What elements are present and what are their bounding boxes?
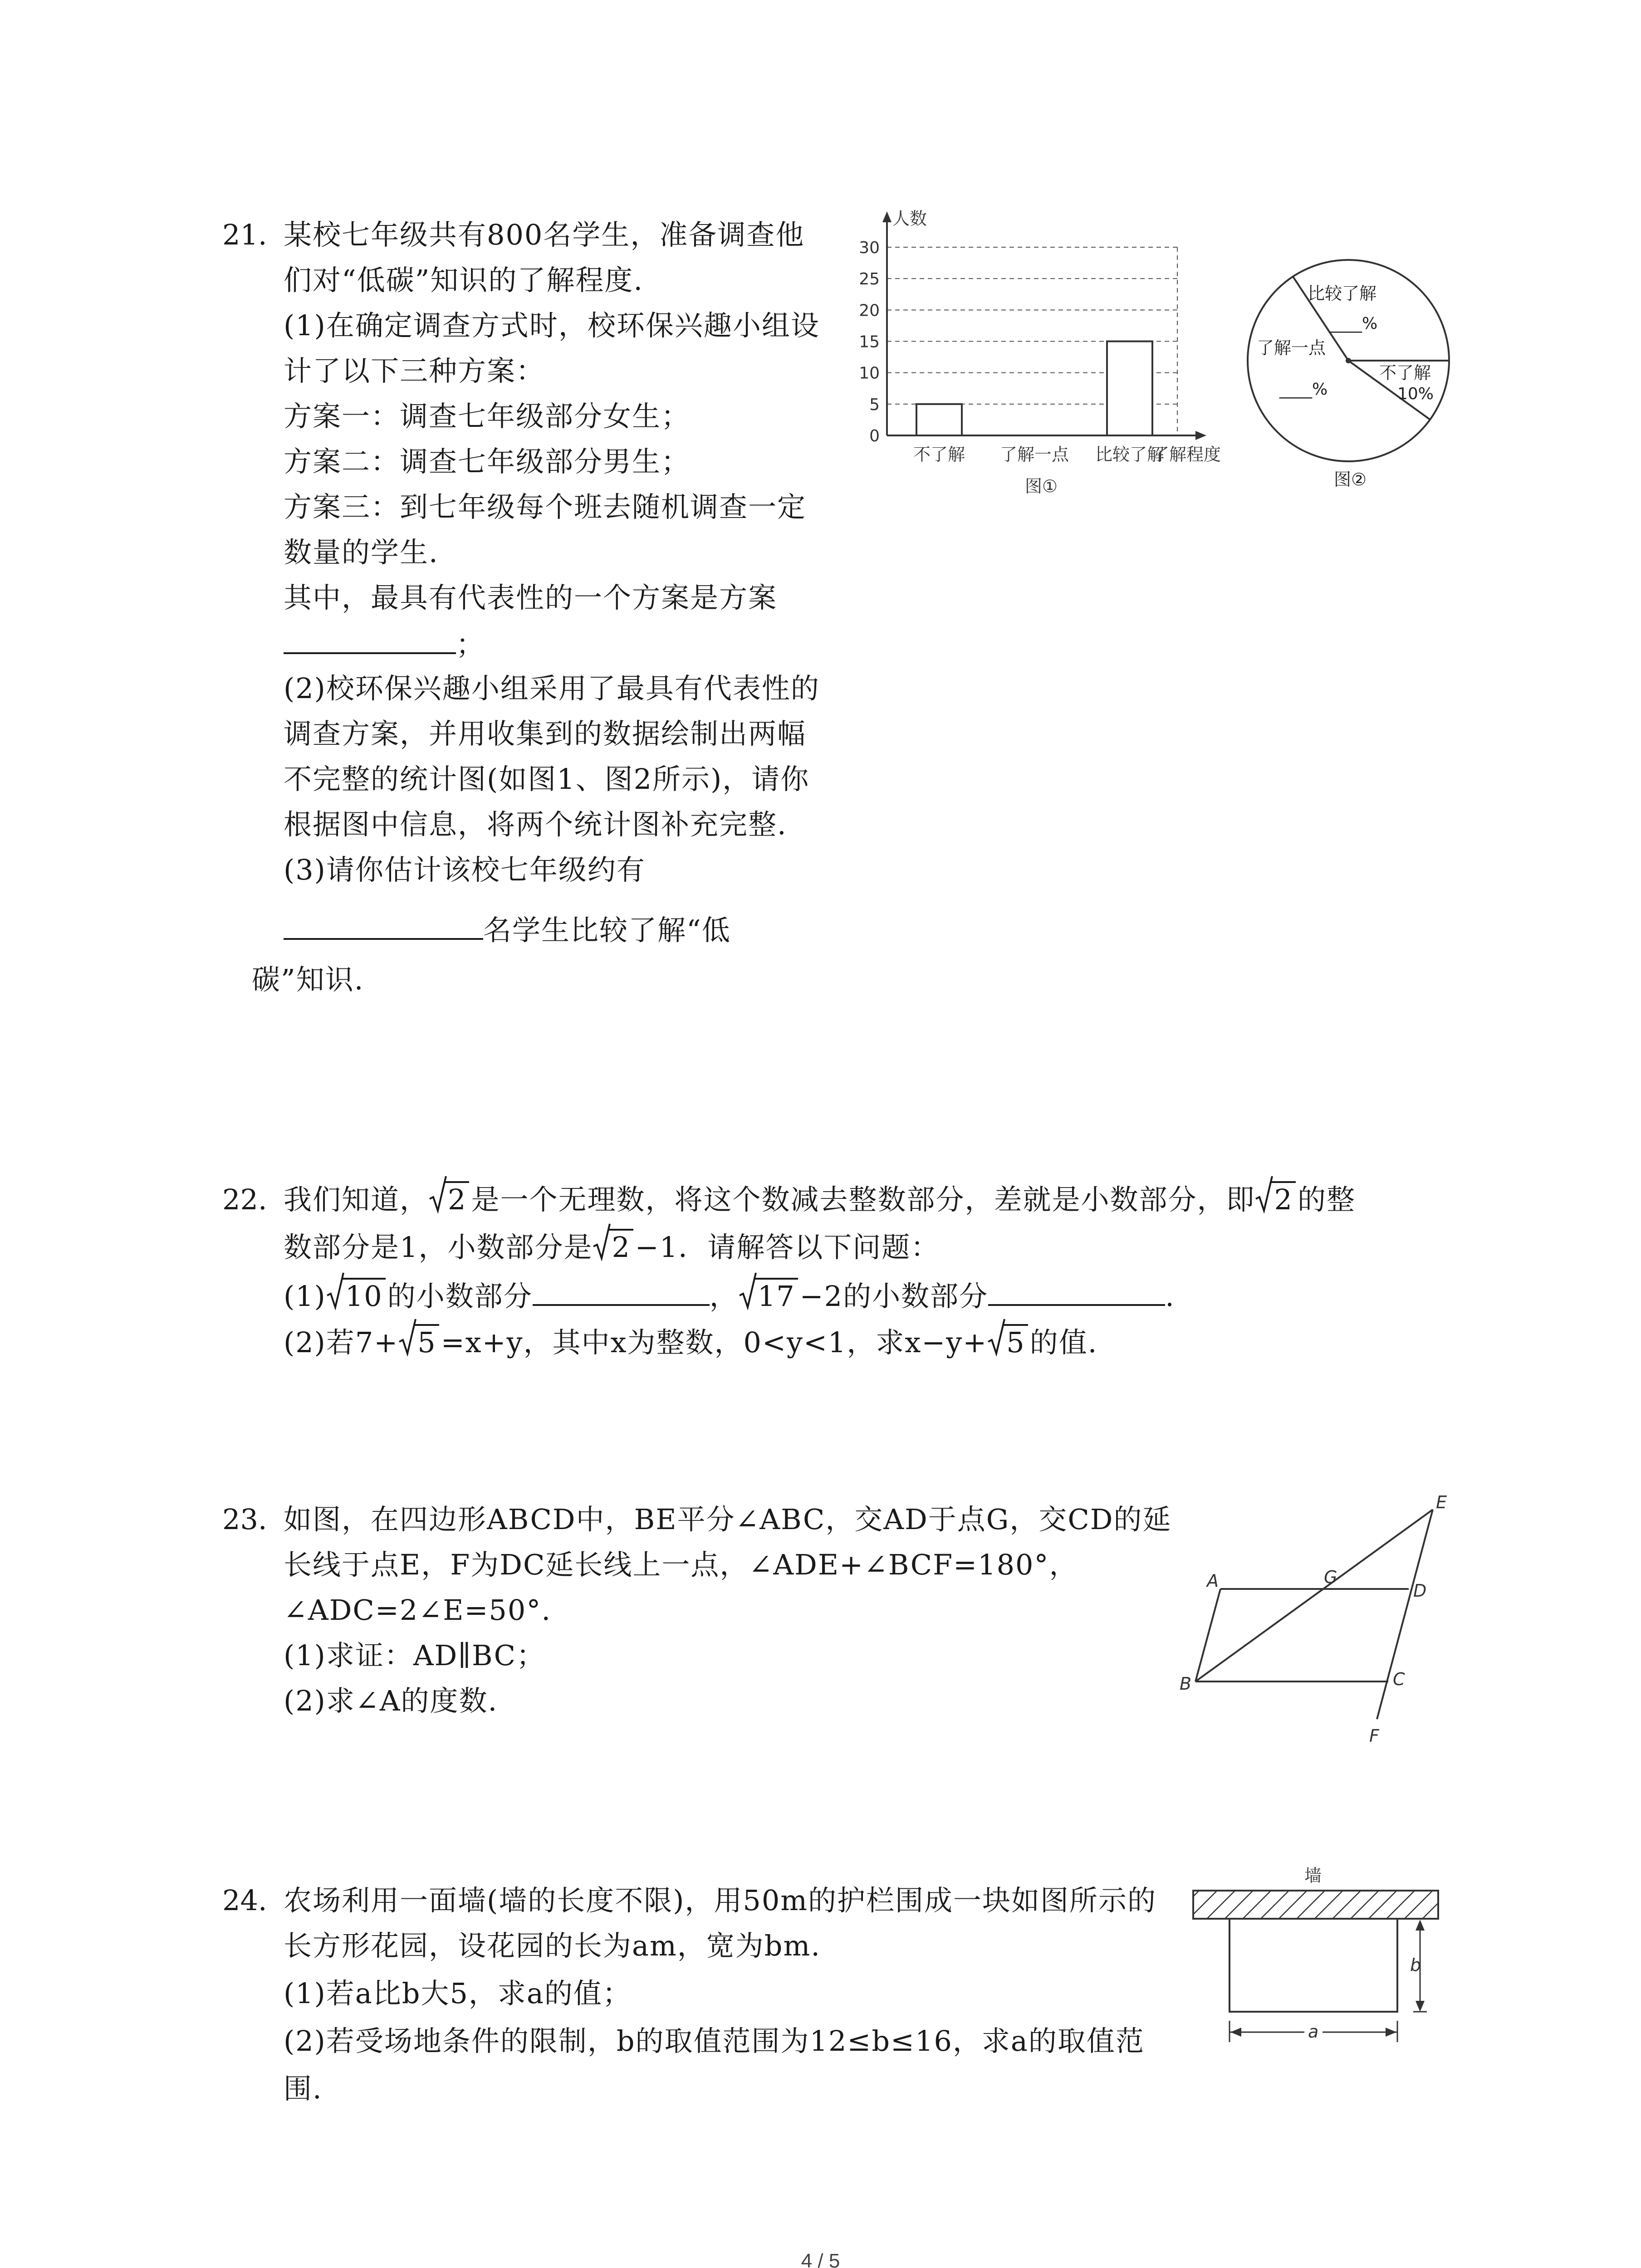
- pie-percent: ____%: [1329, 314, 1378, 333]
- radicand: 10: [343, 1278, 386, 1313]
- y-axis-arrow-icon: [882, 211, 892, 222]
- point-label-e: E: [1436, 1492, 1447, 1512]
- a-label: a: [1308, 2022, 1319, 2042]
- q21-line: 数量的学生.: [284, 536, 439, 569]
- q21-line: ；: [456, 628, 485, 661]
- q21-line: 们对“低碳”知识的了解程度.: [284, 264, 644, 297]
- radicand: 2: [609, 1229, 633, 1264]
- sqrt-expression: [593, 1225, 633, 1270]
- sqrt-expression: [1255, 1177, 1295, 1222]
- q21-line: 其中，最具有代表性的一个方案是方案: [284, 581, 778, 614]
- q22-text: 我们知道，: [284, 1183, 429, 1216]
- q22-line-4: [284, 1320, 1097, 1365]
- q23-line: 长线于点E，F为DC延长线上一点，∠ADE+∠BCF=180°，: [284, 1548, 1078, 1581]
- radicand: 5: [415, 1324, 439, 1359]
- q21-number: 21.: [222, 218, 267, 251]
- wall-label: 墙: [1304, 1866, 1322, 1886]
- pie-label: 了解一点: [1257, 338, 1326, 358]
- q22-text: 是一个无理数，将这个数减去整数部分，差就是小数部分，即: [471, 1183, 1255, 1216]
- q23-line: (1)求证：AD∥BC；: [284, 1639, 546, 1672]
- q21-line: (3)请你估计该校七年级约有: [284, 853, 646, 886]
- point-label-g: G: [1324, 1567, 1337, 1587]
- q21-line: (1)在确定调查方式时，校环保兴趣小组设: [284, 309, 820, 342]
- radical-sign-icon: [429, 1174, 447, 1213]
- y-tick-label: 25: [859, 270, 880, 289]
- arrow-up-icon: [1416, 1920, 1425, 1931]
- q22-text: =x+y，其中x为整数，0<y<1，求x−y+: [441, 1326, 988, 1359]
- q22-text: −1．请解答以下问题：: [635, 1231, 940, 1264]
- q21-line: 根据图中信息，将两个统计图补充完整.: [284, 808, 787, 841]
- y-tick-label: 30: [859, 239, 880, 257]
- radicand: 2: [1271, 1181, 1295, 1217]
- point-label-c: C: [1393, 1669, 1405, 1689]
- bar-chart-caption: 图①: [1024, 476, 1058, 496]
- q21-line: 计了以下三种方案：: [284, 354, 545, 387]
- x-tick-label: 了解一点: [999, 445, 1069, 464]
- b-label: b: [1410, 1955, 1421, 1975]
- answer-blank[interactable]: [284, 906, 483, 940]
- q21-line: 调查方案，并用收集到的数据绘制出两幅: [284, 717, 807, 750]
- point-label-d: D: [1413, 1581, 1427, 1601]
- q21-line: 方案三：到七年级每个班去随机调查一定: [284, 490, 807, 523]
- q22-text: 的小数部分: [387, 1280, 533, 1313]
- q22-number: 22.: [222, 1183, 267, 1216]
- radical-sign-icon: [987, 1317, 1005, 1356]
- q22-line-3: [284, 1272, 1175, 1319]
- pie-percent: 10%: [1397, 385, 1434, 403]
- q21-line: (2)校环保兴趣小组采用了最具有代表性的: [284, 672, 820, 705]
- q22-text: 的值.: [1029, 1326, 1098, 1359]
- q22-text: −2的小数部分: [799, 1280, 989, 1313]
- q21-answer-line-2: [284, 906, 731, 953]
- radical-sign-icon: [1255, 1174, 1273, 1213]
- y-tick-label: 0: [869, 427, 880, 445]
- q23-line: (2)求∠A的度数.: [284, 1684, 498, 1717]
- pie-caption: 图②: [1334, 469, 1367, 489]
- x-tick-label: 不了解: [913, 445, 965, 464]
- x-axis-label: 了解程度: [1151, 445, 1221, 464]
- q21-line: 碳”知识.: [252, 963, 364, 996]
- q21-line: 名学生比较了解“低: [483, 914, 731, 947]
- radical-sign-icon: [593, 1222, 611, 1261]
- q24-line: (1)若a比b大5，求a的值；: [284, 1977, 632, 2010]
- x-tick-label: 比较了解: [1095, 445, 1165, 464]
- point-label-f: F: [1369, 1726, 1379, 1746]
- q22-text: 的整: [1297, 1183, 1356, 1216]
- q22-line-2: [284, 1225, 940, 1270]
- sqrt-expression: [398, 1320, 439, 1365]
- q22-text: ，: [709, 1280, 739, 1313]
- q24-line: 长方形花园，设花园的长为am，宽为bm.: [284, 1929, 821, 1962]
- q23-quadrilateral-figure: [1161, 1488, 1461, 1751]
- q23-line: 如图，在四边形ABCD中，BE平分∠ABC，交AD于点G，交CD的延: [284, 1503, 1172, 1536]
- pie-label: 比较了解: [1308, 284, 1377, 303]
- q21-line: 方案二：调查七年级部分男生；: [284, 445, 691, 478]
- bar: [916, 404, 962, 435]
- segment-be: [1195, 1510, 1433, 1681]
- point-label-b: B: [1180, 1674, 1192, 1694]
- wall: [1193, 1891, 1438, 1919]
- pie-label: 不了解: [1379, 363, 1431, 383]
- y-tick-label: 15: [859, 332, 880, 352]
- q22-text: 数部分是1，小数部分是: [284, 1231, 593, 1264]
- pie-percent: ____%: [1279, 380, 1328, 399]
- q22-text: (2)若7+: [284, 1326, 399, 1359]
- q21-line: 不完整的统计图(如图1、图2所示)，请你: [284, 763, 810, 796]
- radical-sign-icon: [326, 1271, 344, 1310]
- q21-line: 方案一：调查七年级部分女生；: [284, 400, 691, 433]
- garden-rectangle: [1230, 1919, 1397, 2012]
- arrow-left-icon: [1230, 2028, 1241, 2037]
- bar: [1107, 342, 1152, 436]
- y-tick-label: 20: [859, 301, 880, 320]
- radicand: 5: [1004, 1324, 1028, 1359]
- radicand: 2: [445, 1181, 469, 1217]
- y-tick-label: 5: [869, 395, 880, 414]
- point-label-a: A: [1207, 1571, 1219, 1591]
- sqrt-expression: [739, 1274, 798, 1319]
- sqrt-expression: [429, 1177, 469, 1222]
- q22-line-1: [284, 1177, 1356, 1222]
- bar-chart-body: [859, 209, 1221, 496]
- x-axis-arrow-icon: [1195, 431, 1206, 440]
- q24-line: (2)若受场地条件的限制，b的取值范围为12≤b≤16，求a的取值范: [284, 2024, 1145, 2058]
- q24-line: 围.: [284, 2072, 323, 2105]
- q24-garden-figure: [1189, 1864, 1452, 2046]
- radical-sign-icon: [398, 1317, 416, 1356]
- pie-chart: [1243, 227, 1461, 508]
- radical-sign-icon: [739, 1271, 757, 1310]
- segment-ab: [1195, 1589, 1220, 1681]
- q22-text: .: [1165, 1280, 1175, 1313]
- q23-line: ∠ADC=2∠E=50°.: [284, 1593, 552, 1627]
- answer-blank[interactable]: [988, 1272, 1165, 1306]
- sqrt-expression: [326, 1274, 386, 1319]
- arrow-right-icon: [1386, 2028, 1396, 2037]
- q21-line: 某校七年级共有800名学生，准备调查他: [284, 218, 805, 251]
- y-axis-label: 人数: [892, 209, 927, 229]
- q21-answer-line-1: [284, 621, 485, 667]
- sqrt-expression: [987, 1320, 1028, 1365]
- answer-blank[interactable]: [284, 621, 456, 654]
- page-number: 4 / 5: [801, 2250, 840, 2268]
- q23-number: 23.: [222, 1503, 267, 1536]
- bar-chart: [844, 204, 1252, 513]
- y-tick-label: 10: [859, 364, 880, 383]
- radicand: 17: [755, 1278, 798, 1313]
- q22-text: (1): [284, 1280, 326, 1313]
- arrow-down-icon: [1416, 2001, 1425, 2012]
- q24-number: 24.: [222, 1884, 267, 1917]
- answer-blank[interactable]: [533, 1272, 710, 1306]
- pie-center: [1346, 358, 1351, 363]
- q24-line: 农场利用一面墙(墙的长度不限)，用50m的护栏围成一块如图所示的: [284, 1884, 1157, 1917]
